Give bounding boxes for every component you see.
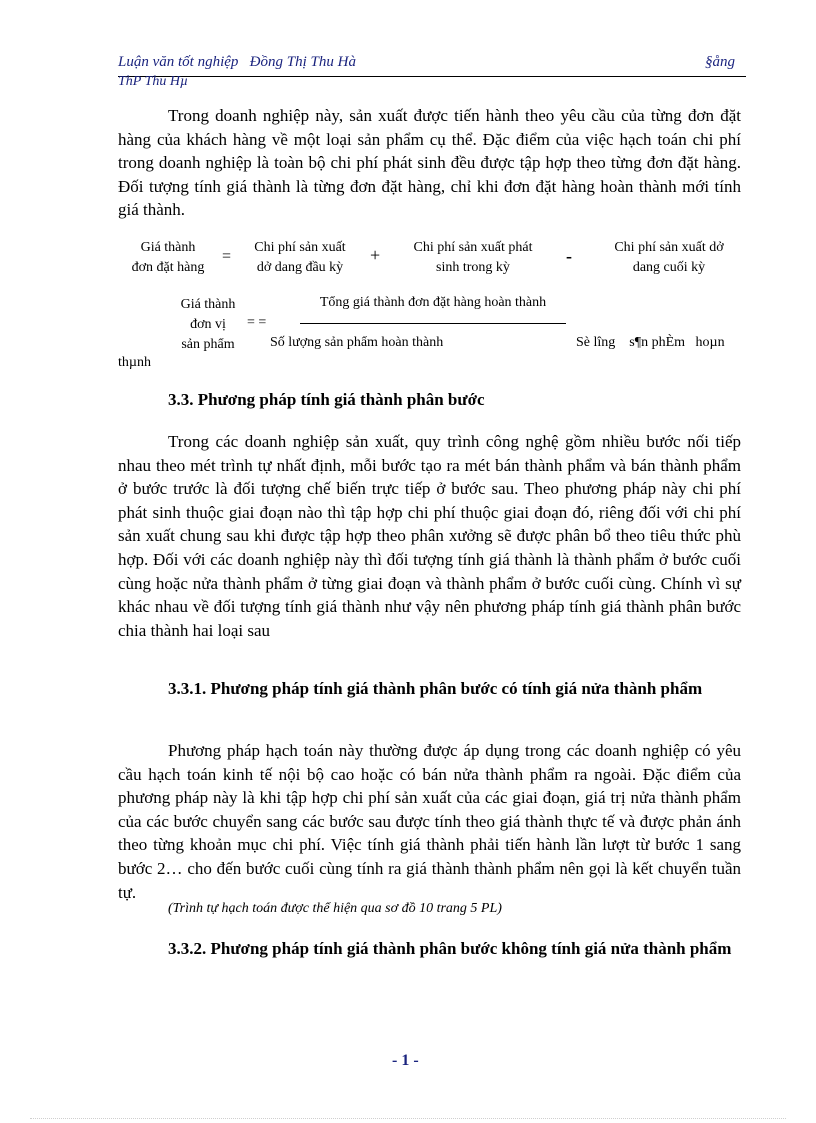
header-rule [118,76,746,77]
formula2-lhs [166,295,250,355]
header-title [118,54,356,71]
formula1-term2-line1: Chi phí sản xuất phát [413,240,533,255]
formula1-term1 [242,238,358,278]
intro-paragraph-text: Trong doanh nghiệp này, sản xuất được tiến hành theo yêu cầu của từng đơn đặt hàng của khách hàng về một loại sản phẩm cụ thể. Đặc điểm của việc hạch toán chi phí trong doanh nghiệp là toàn bộ chi phí phát sinh đều được tập hợp theo từng đơn đặt hàng. Đối tượng tính giá thành là từng đơn đặt hàng, chỉ khi đơn đặt hàng hoàn thành mới tính giá thành. [118,106,741,220]
formula2-lhs-line3: sản phẩm [181,337,235,352]
section-3-3-1-heading [118,677,741,701]
formula1-lhs [118,238,218,278]
formula2-garbled-tail: thµnh [118,355,151,370]
header-author: Đồng Thị Thu Hà [249,54,356,70]
section-3-3-paragraph-text: Trong các doanh nghiệp sản xuất, quy trình công nghệ gồm nhiều bước nối tiếp nhau theo mét trình tự nhất định, mỗi bước tạo ra mét bán thành phẩm và bán thành phẩm ở bước trước là đối tượng chế biến trực tiếp ở bước sau. Theo phương pháp này chi phí phát sinh thuộc giai đoạn nào thì tập hợp chi phí thuộc giai đoạn đó, riêng đối với chi phí sản xuất chung sau khi được tập hợp theo phân xưởng sẽ được phân bổ theo tiêu thức phù hợp. Đối với các doanh nghiệp này thì đối tượng tính giá thành là thành phẩm ở bước cuối cùng hoặc nửa thành phẩm ở từng giai đoạn và thành phẩm ở bước cuối cùng. Chính vì sự khác nhau về đối tượng tính giá thành như vậy nên phương pháp tính giá thành phân bước chia thành hai loại sau [118,432,741,640]
section-3-3-2-heading-text: 3.3.2. Phương pháp tính giá thành phân bước không tính giá nửa thành phẩm [168,939,732,958]
section-3-3-1-note: (Trình tự hạch toán được thể hiện qua sơ đồ 10 trang 5 PL) [168,901,502,916]
header-left-title: Luận văn tốt nghiệp [118,54,239,70]
formula1-term1-line2: dở dang đầu kỳ [256,260,344,275]
page-number: - 1 - [392,1052,419,1069]
header-right: §ång [705,54,735,70]
formula2-garbled: Sè lîng s¶n phÈm hoµn [576,335,725,350]
section-3-3-1-heading-text: 3.3.1. Phương pháp tính giá thành phân bước có tính giá nửa thành phẩm [168,679,703,698]
formula2-lhs-line1: Giá thành [180,297,236,312]
header-line2: ThP Thu Hµ [118,74,189,89]
section-3-3-2-heading [118,937,741,961]
formula2-denominator: Số lượng sản phẩm hoàn thành [270,335,444,350]
formula1-term3-line1: Chi phí sản xuất dở [614,240,724,255]
formula1-lhs-line1: Giá thành [140,240,196,255]
section-3-3-1-paragraph [118,739,741,904]
formula1-plus: + [370,245,381,265]
formula1-lhs-line2: đơn đặt hàng [131,260,205,275]
formula2-numerator: Tổng giá thành đơn đặt hàng hoàn thành [319,295,547,310]
formula1-term1-line1: Chi phí sản xuất [254,240,346,255]
formula1-term2 [398,238,548,278]
formula1-minus: - [566,246,572,266]
page-bottom-border [30,1118,786,1119]
formula1-term3 [596,238,742,278]
section-3-3-paragraph [118,430,741,642]
formula1-term3-line2: dang cuối kỳ [632,260,706,275]
intro-paragraph [118,104,741,222]
section-3-3-heading: 3.3. Phương pháp tính giá thành phân bước [168,390,485,409]
formula2-lhs-line2: đơn vị [190,317,226,332]
formula1-term2-line2: sinh trong kỳ [436,260,510,275]
formula2-fraction-line [300,323,566,324]
formula1-equals: = [222,248,232,265]
formula2-equals: = = [247,315,267,330]
section-3-3-1-paragraph-text: Phương pháp hạch toán này thường được áp dụng trong các doanh nghiệp có yêu cầu hạch toán kinh tế nội bộ cao hoặc có bán nửa thành phẩm ra ngoài. Đặc điểm của phương pháp này là khi tập hợp chi phí sản xuất của các giai đoạn, giá trị nửa thành phẩm của các bước chuyển sang các bước sau được tính theo giá thành thực tế và được phản ánh theo từng khoản mục chi phí. Việc tính giá thành phải tiến hành lần lượt từ bước 1 sang bước 2… cho đến bước cuối cùng tính ra giá thành thành phẩm nên gọi là kết chuyển tuần tự. [118,741,741,902]
